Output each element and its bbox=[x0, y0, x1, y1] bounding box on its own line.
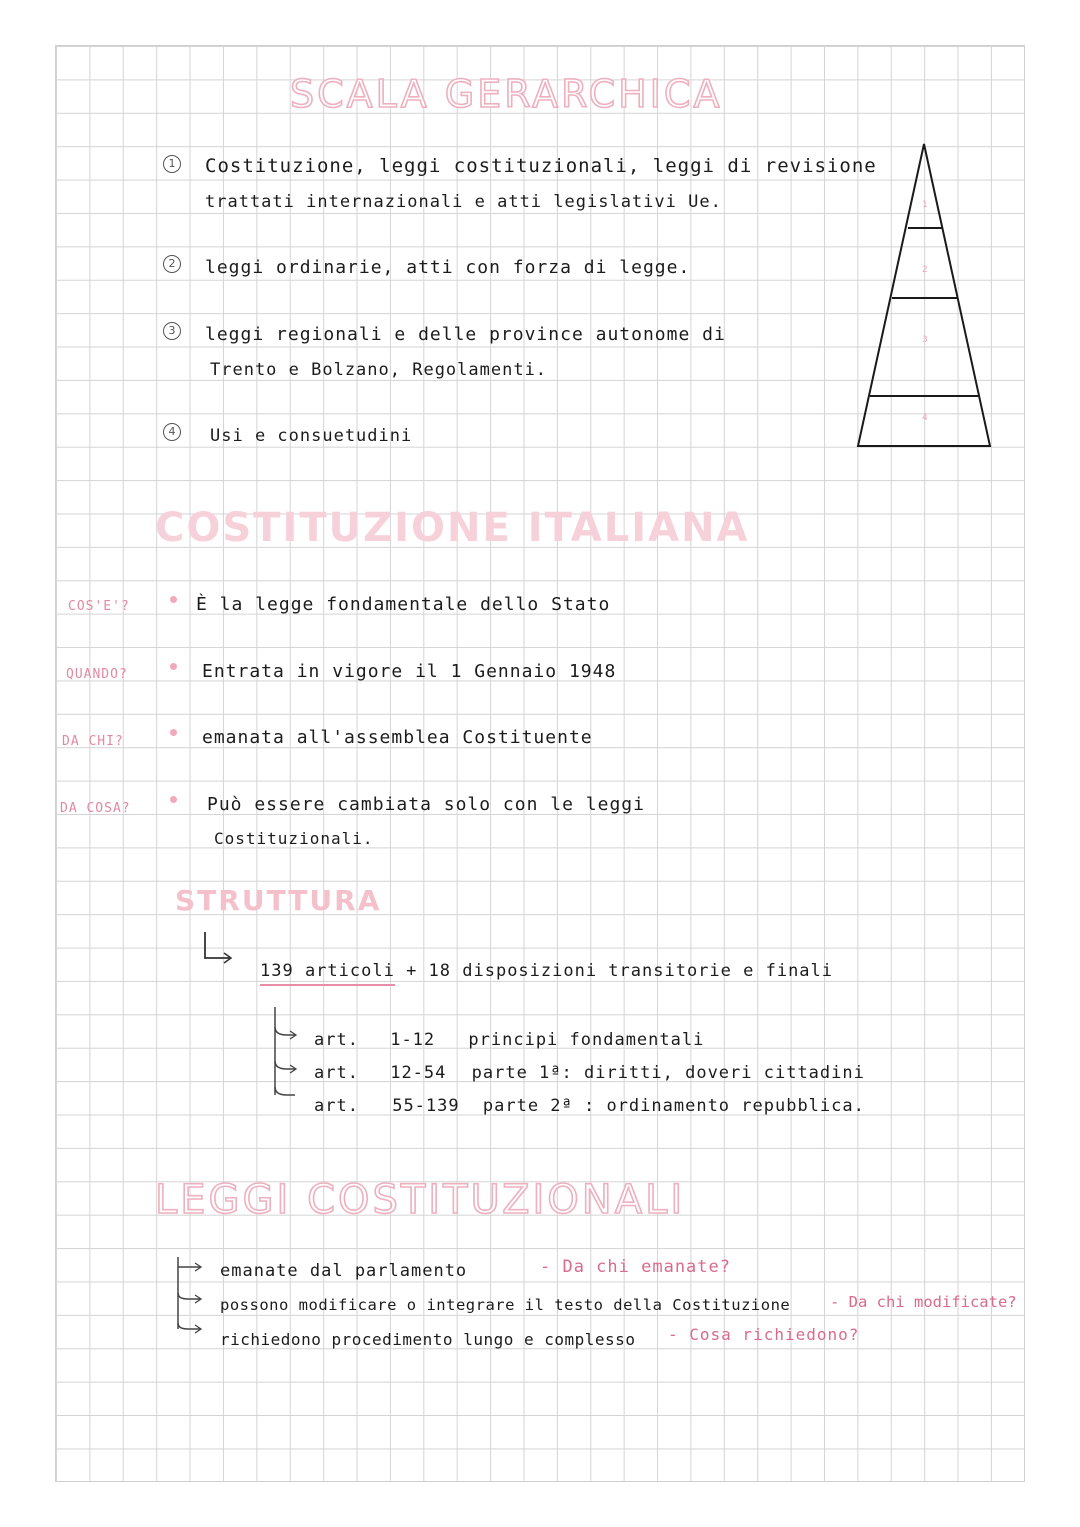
question-label-quando: QUANDO? bbox=[66, 667, 128, 682]
struttura-articoli: 139 articoli bbox=[260, 961, 395, 986]
article-range: 55-139 bbox=[392, 1096, 460, 1116]
number-3-icon: 3 bbox=[163, 322, 181, 340]
pyramid-level-4: 4 bbox=[922, 413, 928, 423]
article-prefix: art. bbox=[314, 1063, 359, 1083]
hierarchy-item-3-line-1: leggi regionali e delle province autonome di bbox=[205, 324, 726, 345]
question-label-cose: COS'E'? bbox=[68, 599, 130, 614]
number-2-icon: 2 bbox=[163, 255, 181, 273]
question-label-dacosa: DA COSA? bbox=[60, 801, 131, 816]
bullet-icon bbox=[170, 796, 177, 803]
bullet-icon bbox=[170, 729, 177, 736]
number-4-icon: 4 bbox=[163, 423, 181, 441]
arrow-struttura-icon bbox=[200, 928, 240, 968]
title-costituzione-text: COSTITUZIONE ITALIANA bbox=[155, 505, 750, 551]
struttura-summary bbox=[260, 961, 833, 981]
article-desc: parte 2ª : ordinamento repubblica. bbox=[482, 1096, 865, 1116]
pyramid-level-2: 2 bbox=[922, 265, 928, 275]
hierarchy-item-1-line-1: Costituzione, leggi costituzionali, leggi di revisione bbox=[205, 155, 877, 177]
leggi-note-2: - Da chi modificate? bbox=[830, 1293, 1017, 1311]
article-row-2 bbox=[314, 1063, 865, 1083]
leggi-item-2: possono modificare o integrare il testo della Costituzione bbox=[220, 1296, 791, 1314]
article-desc: principi fondamentali bbox=[468, 1030, 705, 1050]
article-prefix: art. bbox=[314, 1030, 359, 1050]
number-1-icon: 1 bbox=[163, 155, 181, 173]
article-row-3 bbox=[314, 1096, 865, 1116]
bracket-arrows-icon bbox=[265, 1005, 305, 1105]
title-struttura: STRUTTURA bbox=[175, 884, 382, 917]
article-range: 12-54 bbox=[390, 1063, 447, 1083]
question-answer-cose: È la legge fondamentale dello Stato bbox=[196, 594, 611, 615]
question-answer-dacosa-line-2: Costituzionali. bbox=[214, 829, 374, 848]
article-prefix: art. bbox=[314, 1096, 359, 1116]
hierarchy-item-3-line-2: Trento e Bolzano, Regolamenti. bbox=[210, 360, 548, 380]
question-answer-dacosa-line-1: Può essere cambiata solo con le leggi bbox=[207, 794, 645, 815]
article-row-1 bbox=[314, 1030, 704, 1050]
article-desc: parte 1ª: diritti, doveri cittadini bbox=[471, 1063, 865, 1083]
pyramid-level-1: 1 bbox=[922, 200, 928, 210]
title-costituzione-italiana bbox=[155, 505, 750, 551]
leggi-item-1: emanate dal parlamento bbox=[220, 1261, 468, 1281]
hierarchy-item-1-line-2: trattati internazionali e atti legislativi Ue. bbox=[205, 192, 722, 212]
bullet-icon bbox=[170, 596, 177, 603]
question-answer-dachi: emanata all'assemblea Costituente bbox=[202, 727, 593, 748]
hierarchy-item-2-line-1: leggi ordinarie, atti con forza di legge. bbox=[205, 257, 691, 278]
pyramid-level-3: 3 bbox=[922, 335, 928, 345]
question-answer-quando: Entrata in vigore il 1 Gennaio 1948 bbox=[202, 661, 617, 682]
title-scala-gerarchica: SCALA GERARCHICA bbox=[290, 72, 723, 116]
pyramid-outline bbox=[858, 144, 990, 446]
hierarchy-item-4-line-1: Usi e consuetudini bbox=[210, 426, 413, 446]
leggi-note-3: - Cosa richiedono? bbox=[668, 1325, 860, 1344]
question-label-dachi: DA CHI? bbox=[62, 734, 124, 749]
leggi-item-3: richiedono procedimento lungo e complesso bbox=[220, 1330, 636, 1349]
hierarchy-pyramid bbox=[855, 140, 995, 450]
bullet-icon bbox=[170, 663, 177, 670]
struttura-disposizioni: + 18 disposizioni transitorie e finali bbox=[406, 961, 834, 981]
bracket-arrows-leggi-icon bbox=[168, 1255, 213, 1345]
article-range: 1-12 bbox=[390, 1030, 436, 1050]
title-leggi-costituzionali: LEGGI COSTITUZIONALI bbox=[155, 1177, 686, 1223]
leggi-note-1: - Da chi emanate? bbox=[540, 1257, 731, 1277]
